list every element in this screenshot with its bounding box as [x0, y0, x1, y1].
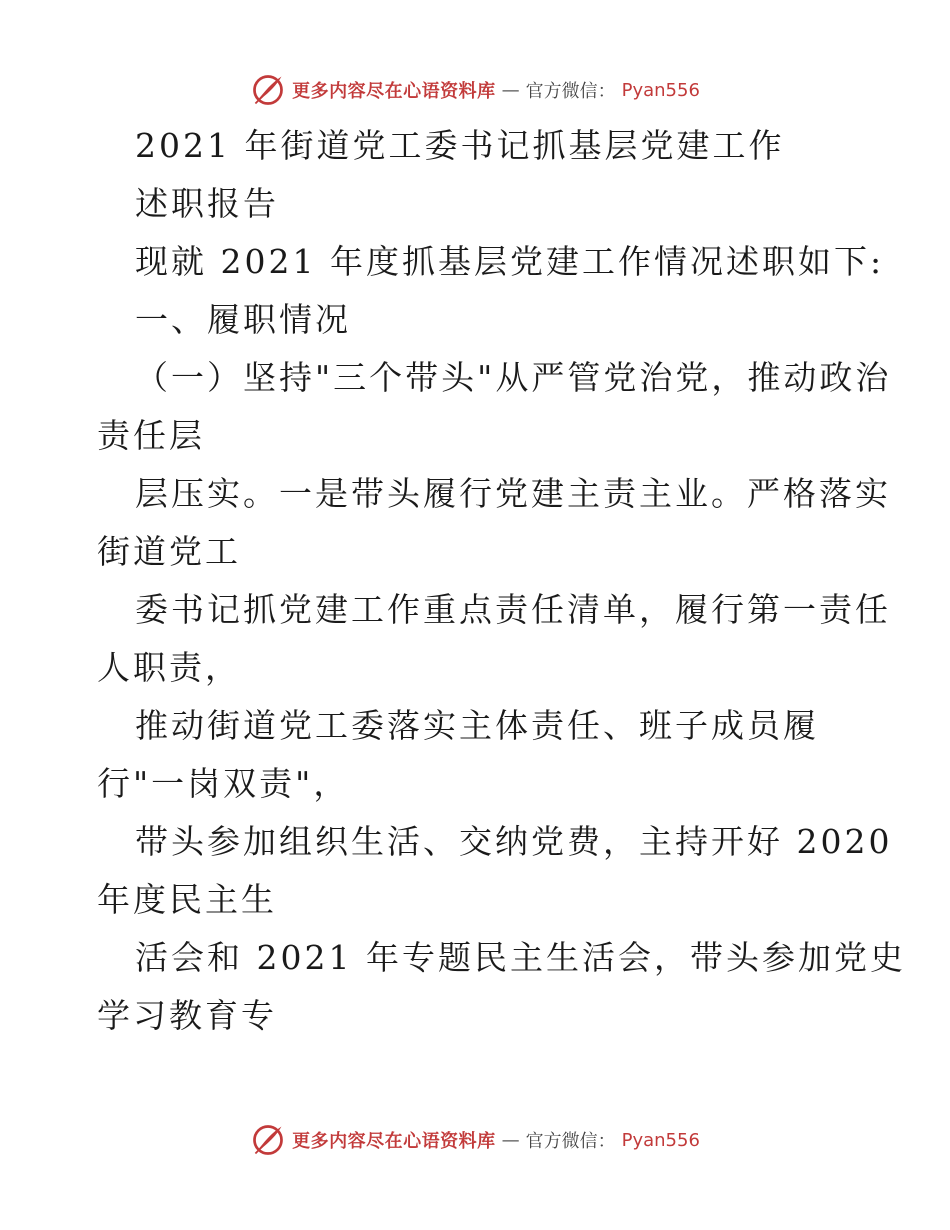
paragraph-line: 推动街道党工委落实主体责任、班子成员履 [135, 706, 819, 745]
paragraph-line: 委书记抓党建工作重点责任清单，履行第一责任 [135, 590, 891, 629]
watermark-main-text: 更多内容尽在心语资料库 [292, 1131, 496, 1152]
document-title-line-1: 2021 年街道党工委书记抓基层党建工作 [135, 126, 785, 165]
watermark-wechat-label: 官方微信： [525, 1131, 616, 1152]
document-body [97, 122, 906, 1050]
section-heading: 一、履职情况 [135, 300, 351, 339]
paragraph-line: 活会和 2021 年专题民主生活会，带头参加党史 [135, 938, 906, 977]
watermark-footer [0, 1120, 950, 1160]
paragraph-line: 街道党工 [97, 532, 241, 571]
paragraph-line: 带头参加组织生活、交纳党费，主持开好 2020 [135, 822, 893, 861]
paragraph-line: 人职责， [97, 648, 241, 687]
paragraph-line: 层压实。一是带头履行党建主责主业。严格落实 [135, 474, 891, 513]
watermark-main-text: 更多内容尽在心语资料库 [292, 81, 496, 102]
document-title-line-2: 述职报告 [135, 184, 279, 223]
paragraph-line: （一）坚持"三个带头"从严管党治党，推动政治 [135, 358, 892, 397]
watermark-wechat-id: Pyan556 [621, 1129, 700, 1151]
paragraph-line: 现就 2021 年度抓基层党建工作情况述职如下: [135, 242, 885, 281]
paragraph-line: 行"一岗双责"， [97, 764, 350, 803]
paragraph-line: 责任层 [97, 416, 205, 455]
quill-logo-icon [250, 72, 286, 108]
watermark-separator: — [501, 1129, 520, 1151]
quill-logo-icon [250, 1122, 286, 1158]
watermark-wechat-label: 官方微信： [525, 81, 616, 102]
paragraph-line: 年度民主生 [97, 880, 277, 919]
watermark-wechat-id: Pyan556 [621, 79, 700, 101]
watermark-header [0, 70, 950, 110]
paragraph-line: 学习教育专 [97, 996, 277, 1035]
watermark-separator: — [501, 79, 520, 101]
